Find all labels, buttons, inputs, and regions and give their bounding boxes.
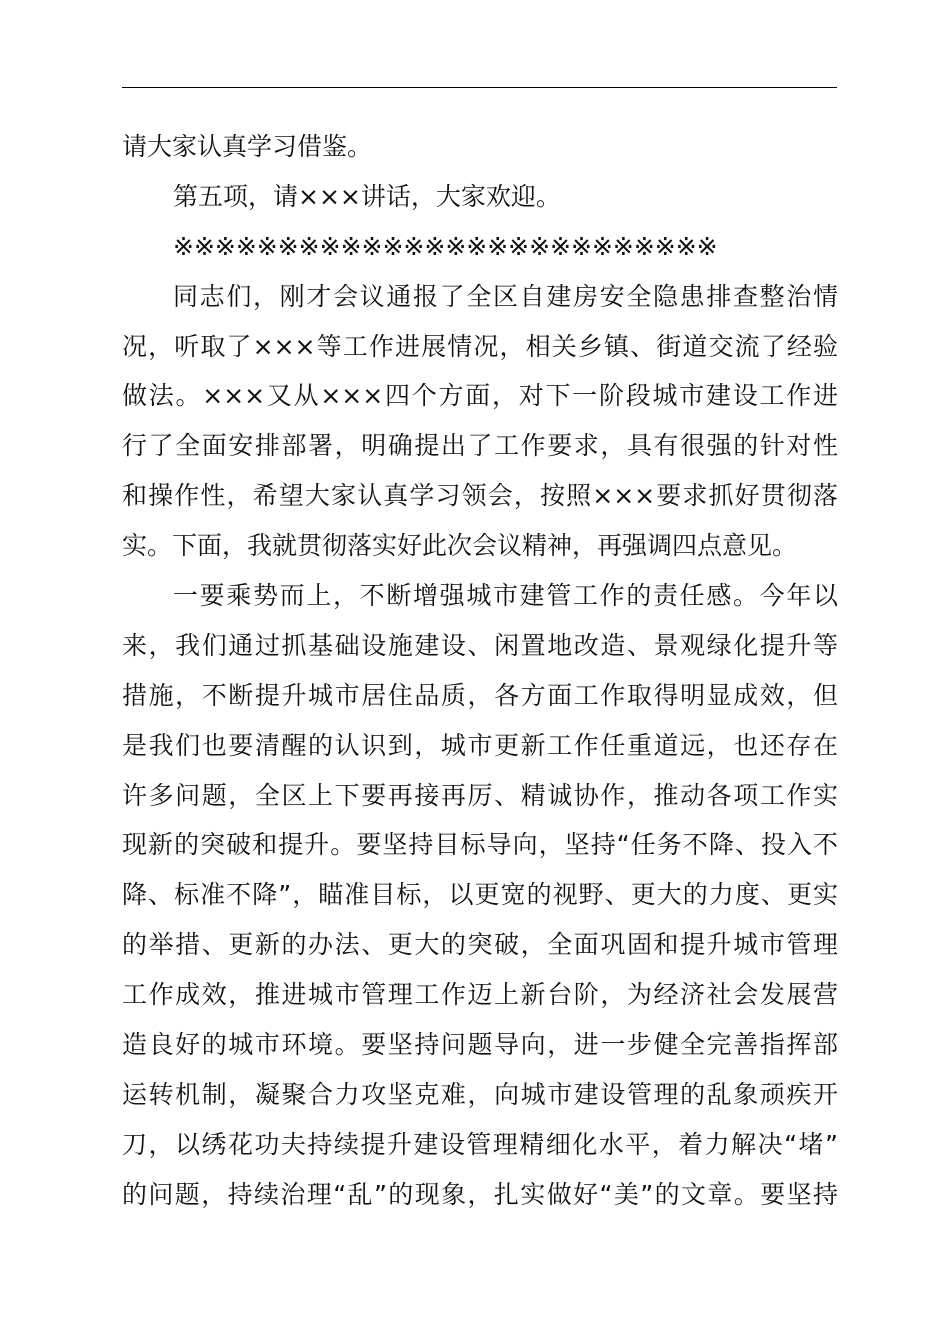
text-line: 做法。×××又从×××四个方面，对下一阶段城市建设工作进: [122, 381, 838, 411]
text-line: 现新的突破和提升。要坚持目标导向，坚持“任务不降、投入不: [122, 830, 838, 860]
text-line: 措施，不断提升城市居住品质，各方面工作取得明显成效，但: [122, 680, 838, 710]
text-line: 降、标准不降”，瞄准目标，以更宽的视野、更大的力度、更实: [122, 880, 838, 910]
text-line: 工作成效，推进城市管理工作迈上新台阶，为经济社会发展营: [122, 980, 838, 1010]
text-line: 的举措、更新的办法、更大的突破，全面巩固和提升城市管理: [122, 930, 838, 960]
text-line: 刀，以绣花功夫持续提升建设管理精细化水平，着力解决“堵”: [122, 1129, 838, 1159]
text-line: 一要乘势而上，不断增强城市建管工作的责任感。今年以: [173, 581, 838, 611]
text-line: 许多问题，全区上下要再接再厉、精诚协作，推动各项工作实: [122, 780, 838, 810]
text-line: 请大家认真学习借鉴。: [122, 132, 373, 161]
text-line: 实。下面，我就贯彻落实好此次会议精神，再强调四点意见。: [122, 531, 798, 561]
text-line: 况，听取了×××等工作进展情况，相关乡镇、街道交流了经验: [122, 331, 838, 361]
text-line: 是我们也要清醒的认识到，城市更新工作任重道远，也还存在: [122, 730, 838, 760]
text-line: 造良好的城市环境。要坚持问题导向，进一步健全完善指挥部: [122, 1030, 838, 1060]
text-line: 运转机制，凝聚合力攻坚克难，向城市建设管理的乱象顽疾开: [122, 1079, 838, 1109]
text-line: 第五项，请×××讲话，大家欢迎。: [173, 181, 561, 211]
text-line: ※※※※※※※※※※※※※※※※※※※※※※※※※※: [173, 231, 718, 261]
text-line: 来，我们通过抓基础设施建设、闲置地改造、景观绿化提升等: [122, 630, 838, 660]
text-line: 行了全面安排部署，明确提出了工作要求，具有很强的针对性: [122, 431, 838, 461]
text-line: 和操作性，希望大家认真学习领会，按照×××要求抓好贯彻落: [122, 481, 838, 511]
header-rule: [122, 87, 837, 88]
text-line: 的问题，持续治理“乱”的现象，扎实做好“美”的文章。要坚持: [122, 1179, 838, 1209]
document-body: [122, 122, 838, 1220]
text-line: 同志们，刚才会议通报了全区自建房安全隐患排查整治情: [173, 281, 838, 311]
